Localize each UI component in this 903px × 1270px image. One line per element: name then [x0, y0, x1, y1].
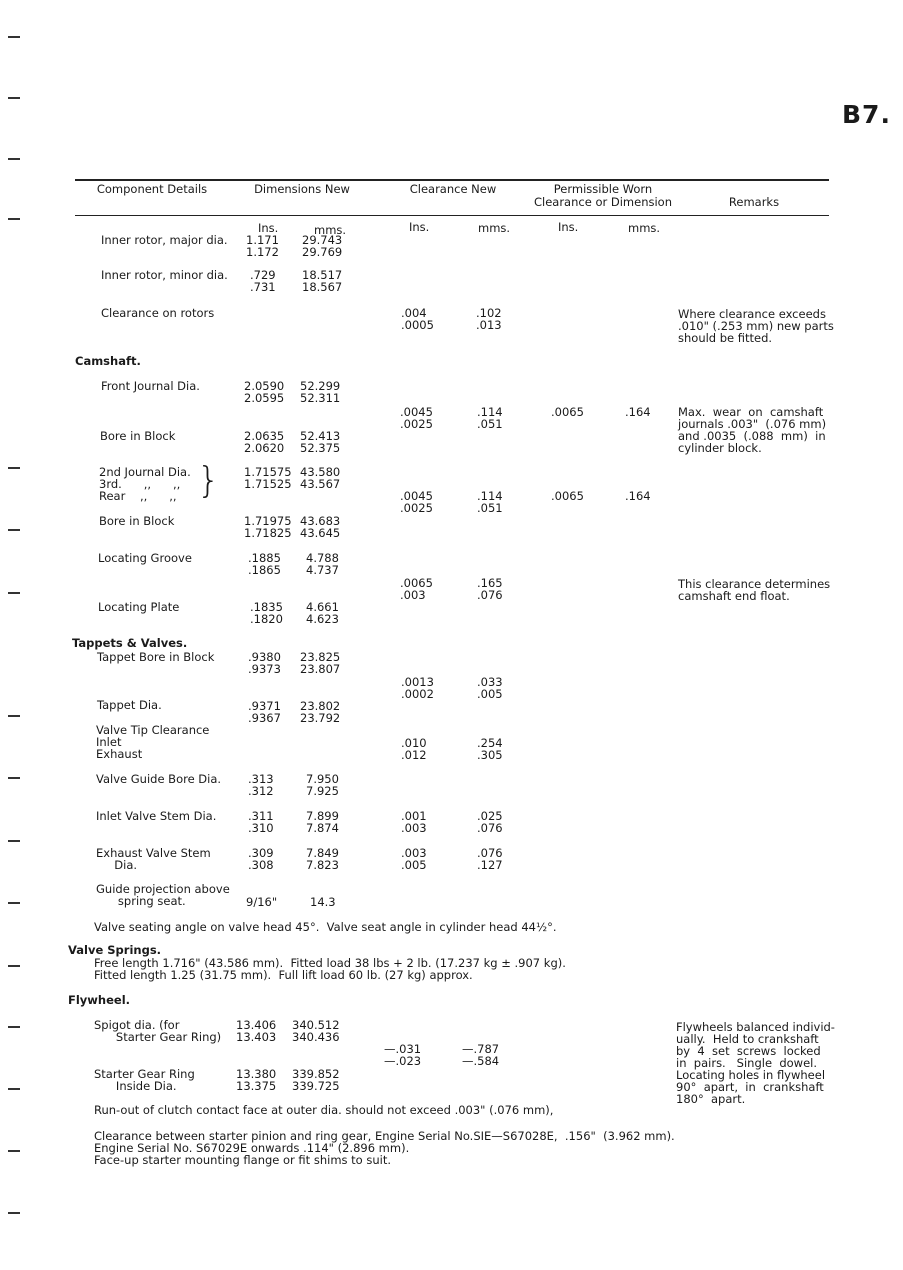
- row-label-ring: Starter Gear Ring Inside Dia.: [94, 1067, 195, 1093]
- unit-clr-mms: mms.: [478, 221, 511, 235]
- valve-seat-note: Valve seating angle on valve head 45°. Valve seat angle in cylinder head 44½°.: [94, 920, 557, 934]
- dim-ins: .309 .308: [248, 846, 274, 872]
- dim-mms: 18.517 18.567: [302, 268, 343, 294]
- table-top-rule: [75, 179, 829, 181]
- dim-ins: 1.71975 1.71825: [244, 514, 292, 540]
- clr-ins: .0065 .003: [400, 576, 433, 602]
- page-number: B7.: [842, 100, 891, 129]
- dim-mms: 29.743 29.769: [302, 233, 343, 259]
- clr-mms: .254 .305: [477, 736, 503, 762]
- section-flywheel: Flywheel.: [68, 993, 131, 1007]
- dim-mms: 7.899 7.874: [306, 809, 339, 835]
- clr-ins: .0045 .0025: [400, 489, 433, 515]
- header-component: Component Details: [96, 182, 208, 196]
- dim-ins: 13.406 13.403: [236, 1018, 277, 1044]
- dim-ins: .9380 .9373: [248, 650, 281, 676]
- dim-ins: .729 .731: [250, 268, 276, 294]
- clr-ins: .001 .003: [401, 809, 427, 835]
- unit-dim-ins: Ins.: [258, 221, 279, 235]
- dim-ins: 1.71575 1.71525: [244, 465, 292, 491]
- margin-mark: [8, 902, 20, 904]
- header-remarks: Remarks: [728, 195, 780, 209]
- margin-mark: [8, 1150, 20, 1152]
- row-label-tappet-dia: Tappet Dia.: [97, 698, 162, 712]
- dim-ins: 9/16": [246, 895, 278, 909]
- margin-mark: [8, 97, 20, 99]
- dim-ins: .313 .312: [248, 772, 274, 798]
- unit-worn-mms: mms.: [628, 221, 661, 235]
- row-label-bore-block: Bore in Block: [99, 514, 175, 528]
- row-label-guide-bore: Valve Guide Bore Dia.: [96, 772, 222, 786]
- section-camshaft: Camshaft.: [75, 354, 141, 368]
- section-tappets: Tappets & Valves.: [72, 636, 188, 650]
- dim-mms: 52.413 52.375: [300, 429, 341, 455]
- row-label-spigot: Spigot dia. (for Starter Gear Ring): [94, 1018, 222, 1044]
- brace-icon: }: [197, 460, 220, 501]
- dim-mms: 52.299 52.311: [300, 379, 341, 405]
- margin-mark: [8, 36, 20, 38]
- clr-ins: .0013 .0002: [401, 675, 434, 701]
- worn-ins: .0065: [551, 405, 584, 419]
- remarks-end-float: This clearance determines camshaft end float.: [678, 577, 831, 603]
- unit-worn-ins: Ins.: [558, 220, 579, 234]
- row-label-inlet-stem: Inlet Valve Stem Dia.: [96, 809, 217, 823]
- dim-mms: 4.661 4.623: [306, 600, 339, 626]
- row-label-locating-plate: Locating Plate: [98, 600, 180, 614]
- unit-dim-mms: mms.: [314, 223, 347, 237]
- unit-clr-ins: Ins.: [409, 220, 430, 234]
- starter-clearance-note: Clearance between starter pinion and ring gear, Engine Serial No.SIE—S67028E, .156" (3.962 mm). Engine Serial No. S67029E onwards .114" (2.896 mm). Face-up starter mounting flange or fit shims to suit.: [94, 1129, 675, 1167]
- section-valve-springs: Valve Springs.: [68, 943, 162, 957]
- dim-mms: 43.683 43.645: [300, 514, 341, 540]
- row-label-guide-projection: Guide projection above spring seat.: [96, 882, 230, 908]
- clr-ins: .003 .005: [401, 846, 427, 872]
- clr-ins: .0045 .0025: [400, 405, 433, 431]
- valve-springs-text: Free length 1.716" (43.586 mm). Fitted load 38 lbs + 2 lb. (17.237 kg ± .907 kg). Fitted length 1.25 (31.75 mm). Full lift load 60 lb. (27 kg) approx.: [94, 956, 566, 982]
- worn-mms: .164: [625, 489, 651, 503]
- dim-ins: 2.0590 2.0595: [244, 379, 285, 405]
- clr-mms: .102 .013: [476, 306, 502, 332]
- dim-mms: 43.580 43.567: [300, 465, 341, 491]
- dim-mms: 7.950 7.925: [306, 772, 339, 798]
- row-label-inner-major: Inner rotor, major dia.: [101, 233, 228, 247]
- clr-ins: .010 .012: [401, 736, 427, 762]
- header-clearance: Clearance New: [409, 182, 497, 196]
- margin-mark: [8, 1088, 20, 1090]
- dim-mms: 23.802 23.792: [300, 699, 341, 725]
- row-label-tappet-bore: Tappet Bore in Block: [97, 650, 215, 664]
- dim-mms: 14.3: [310, 895, 336, 909]
- margin-mark: [8, 158, 20, 160]
- clr-mms: .033 .005: [477, 675, 503, 701]
- margin-mark: [8, 1026, 20, 1028]
- row-label-front-journal: Front Journal Dia.: [101, 379, 200, 393]
- dim-ins: .1885 .1865: [248, 551, 281, 577]
- worn-ins: .0065: [551, 489, 584, 503]
- row-label-bore-block: Bore in Block: [100, 429, 176, 443]
- margin-mark: [8, 965, 20, 967]
- dim-mms: 23.825 23.807: [300, 650, 341, 676]
- row-label-journals: 2nd Journal Dia. 3rd. ,, ,, Rear ,, ,,: [99, 465, 191, 503]
- row-label-valve-tip: Valve Tip Clearance Inlet Exhaust: [96, 723, 210, 761]
- clr-ins: —.031 —.023: [384, 1042, 422, 1068]
- dim-ins: 2.0635 2.0620: [244, 429, 285, 455]
- margin-mark: [8, 218, 20, 220]
- remarks-flywheel: Flywheels balanced individ- ually. Held to crankshaft by 4 set screws locked in pairs. Single dowel. Locating holes in flywheel 90° apart, in crankshaft 180° apart.: [676, 1020, 835, 1106]
- margin-mark: [8, 1212, 20, 1214]
- clr-mms: .165 .076: [477, 576, 503, 602]
- dim-ins: .1835 .1820: [250, 600, 283, 626]
- dim-mms: 7.849 7.823: [306, 846, 339, 872]
- header-dimensions: Dimensions New: [254, 182, 350, 196]
- margin-mark: [8, 715, 20, 717]
- remarks-camshaft-wear: Max. wear on camshaft journals .003" (.076 mm) and .0035 (.088 mm) in cylinder block.: [678, 405, 827, 455]
- dim-mms: 4.788 4.737: [306, 551, 339, 577]
- header-worn: Permissible Worn Clearance or Dimension: [533, 182, 672, 209]
- header-rule: [75, 215, 829, 216]
- row-label-inner-minor: Inner rotor, minor dia.: [101, 268, 228, 282]
- row-label-locating-groove: Locating Groove: [98, 551, 192, 565]
- dim-ins: .9371 .9367: [248, 699, 281, 725]
- row-label-exhaust-stem: Exhaust Valve Stem Dia.: [96, 846, 211, 872]
- clr-ins: .004 .0005: [401, 306, 434, 332]
- clr-mms: .025 .076: [477, 809, 503, 835]
- dim-ins: 13.380 13.375: [236, 1067, 277, 1093]
- clr-mms: .114 .051: [477, 405, 503, 431]
- worn-mms: .164: [625, 405, 651, 419]
- clr-mms: .076 .127: [477, 846, 503, 872]
- remarks-rotors: Where clearance exceeds .010" (.253 mm) new parts should be fitted.: [678, 307, 834, 345]
- dim-ins: 1.171 1.172: [246, 233, 279, 259]
- row-label-clearance-rotors: Clearance on rotors: [101, 306, 215, 320]
- margin-mark: [8, 592, 20, 594]
- runout-note: Run-out of clutch contact face at outer dia. should not exceed .003" (.076 mm),: [94, 1103, 554, 1117]
- dim-ins: .311 .310: [248, 809, 274, 835]
- clr-mms: .114 .051: [477, 489, 503, 515]
- margin-mark: [8, 840, 20, 842]
- margin-mark: [8, 529, 20, 531]
- dim-mms: 340.512 340.436: [292, 1018, 340, 1044]
- dim-mms: 339.852 339.725: [292, 1067, 340, 1093]
- clr-mms: —.787 —.584: [462, 1042, 500, 1068]
- margin-mark: [8, 777, 20, 779]
- margin-mark: [8, 467, 20, 469]
